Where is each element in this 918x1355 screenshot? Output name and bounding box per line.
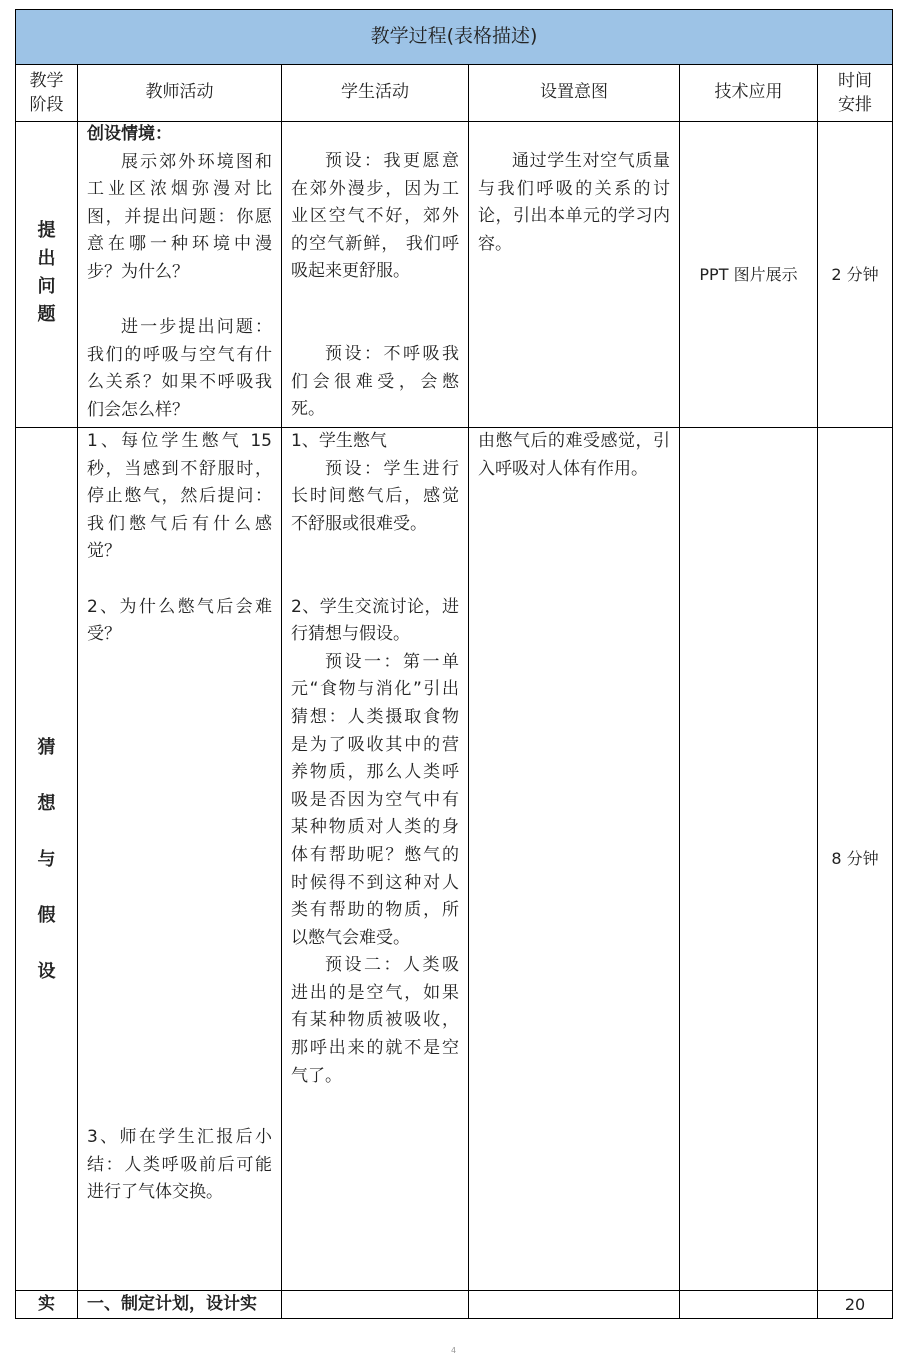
header-intent-text: 设置意图 bbox=[540, 82, 608, 103]
row1-student-paragraph-2: 预设：不呼吸我们会很难受，会憋死。 bbox=[291, 344, 459, 420]
row1-student-paragraph-1: 预设：我更愿意在郊外漫步，因为工业区空气不好，郊外的空气新鲜， 我们呼吸起来更舒服。 bbox=[291, 151, 459, 282]
row1-intent bbox=[469, 148, 679, 258]
table-border-left bbox=[15, 9, 16, 1319]
row1-time bbox=[818, 122, 892, 427]
row2-teacher-summary bbox=[78, 1124, 281, 1207]
table-title bbox=[16, 10, 892, 64]
header-stage bbox=[16, 65, 77, 121]
row1-stage-char-4: 题 bbox=[37, 304, 56, 325]
row1-stage-char-2: 出 bbox=[37, 248, 56, 269]
row3-time bbox=[818, 1291, 892, 1318]
row2-stage-char-1: 猜 bbox=[37, 737, 56, 758]
row1-teacher-heading: 创设情境： bbox=[87, 124, 172, 144]
row1-teacher-paragraph-2: 进一步提出问题：我们的呼吸与空气有什么关系？如果不呼吸我们会怎么样？ bbox=[87, 317, 272, 420]
row2-stage bbox=[16, 720, 77, 1000]
row2-student-paragraph-1: 1、学生憋气 bbox=[291, 431, 387, 451]
row1-student bbox=[282, 148, 468, 424]
row3-stage bbox=[16, 1291, 77, 1318]
row1-stage-char-3: 问 bbox=[37, 276, 56, 297]
row2-teacher-paragraph-2: 2、为什么憋气后会难受？ bbox=[87, 596, 272, 645]
row2-stage-char-2: 想 bbox=[37, 793, 56, 814]
header-tech-text: 技术应用 bbox=[714, 82, 783, 103]
header-stage-line2: 阶段 bbox=[29, 95, 64, 115]
row3-time-text: 20 bbox=[844, 1294, 866, 1314]
row2-student bbox=[282, 428, 468, 1090]
row2-student-paragraph-3: 2、学生交流讨论，进行猜想与假设。 bbox=[291, 596, 459, 645]
header-stage-line1: 教学 bbox=[29, 71, 64, 91]
row1-tech bbox=[680, 122, 817, 427]
row1-stage bbox=[16, 217, 77, 329]
row1-time-text: 2 分钟 bbox=[831, 264, 879, 284]
row1-teacher-paragraph-1: 展示郊外环境图和工业区浓烟弥漫对比图，并提出问题：你愿意在哪一种环境中漫步？为什么？ bbox=[87, 151, 272, 282]
row2-teacher-paragraph-3: 3、师在学生汇报后小结：人类呼吸前后可能进行了气体交换。 bbox=[87, 1127, 272, 1203]
row2-student-paragraph-5: 预设二：人类吸进出的是空气，如果有某种物质被吸收，那呼出来的就不是空气了。 bbox=[291, 955, 459, 1086]
row2-student-paragraph-2: 预设：学生进行长时间憋气后，感觉不舒服或很难受。 bbox=[291, 458, 459, 534]
row2-student-paragraph-4: 预设一：第一单元“食物与消化”引出猜想：人类摄取食物是为了吸收其中的营养物质，那么人类呼吸是否因为空气中有某种物质对人类的身体有帮助呢？憋气的时候得不到这种对人类有帮助的物质，所以憋气会难受。 bbox=[291, 651, 459, 948]
row1-stage-char-1: 提 bbox=[37, 220, 56, 241]
page-number-marker: 4 bbox=[451, 1346, 457, 1355]
table-title-text: 教学过程(表格描述) bbox=[370, 25, 538, 48]
row2-time-text: 8 分钟 bbox=[831, 849, 879, 869]
row2-stage-char-5: 设 bbox=[37, 961, 56, 982]
row2-tech bbox=[680, 428, 817, 1290]
header-time-line2: 安排 bbox=[838, 95, 872, 115]
row3-teacher-text: 一、制定计划，设计实 bbox=[87, 1294, 257, 1314]
header-student bbox=[282, 65, 468, 121]
row2-stage-char-4: 假 bbox=[37, 905, 56, 926]
header-student-text: 学生活动 bbox=[341, 82, 409, 103]
header-intent bbox=[469, 65, 679, 121]
header-time-line1: 时间 bbox=[838, 71, 872, 91]
row2-teacher bbox=[78, 428, 281, 649]
row3-stage-text: 实 bbox=[38, 1293, 55, 1314]
row2-time bbox=[818, 428, 892, 1290]
row1-teacher bbox=[78, 121, 281, 425]
header-time bbox=[818, 65, 892, 121]
row2-stage-char-3: 与 bbox=[37, 849, 56, 870]
row3-teacher bbox=[78, 1291, 281, 1318]
header-tech bbox=[680, 65, 817, 121]
row2-teacher-paragraph-1: 1、每位学生憋气 15 秒，当感到不舒服时，停止憋气，然后提问：我们憋气后有什么感觉？ bbox=[87, 431, 272, 562]
row1-tech-text: PPT 图片展示 bbox=[699, 264, 798, 284]
header-teacher-text: 教师活动 bbox=[145, 82, 214, 103]
table-border-bottom bbox=[15, 1318, 893, 1319]
header-teacher bbox=[78, 65, 281, 121]
row2-intent-text: 由憋气后的难受感觉，引入呼吸对人体有作用。 bbox=[478, 431, 670, 479]
table-border-right bbox=[892, 9, 893, 1319]
row1-intent-text: 通过学生对空气质量与我们呼吸的关系的讨论，引出本单元的学习内容。 bbox=[478, 151, 670, 254]
row2-intent bbox=[469, 428, 679, 483]
